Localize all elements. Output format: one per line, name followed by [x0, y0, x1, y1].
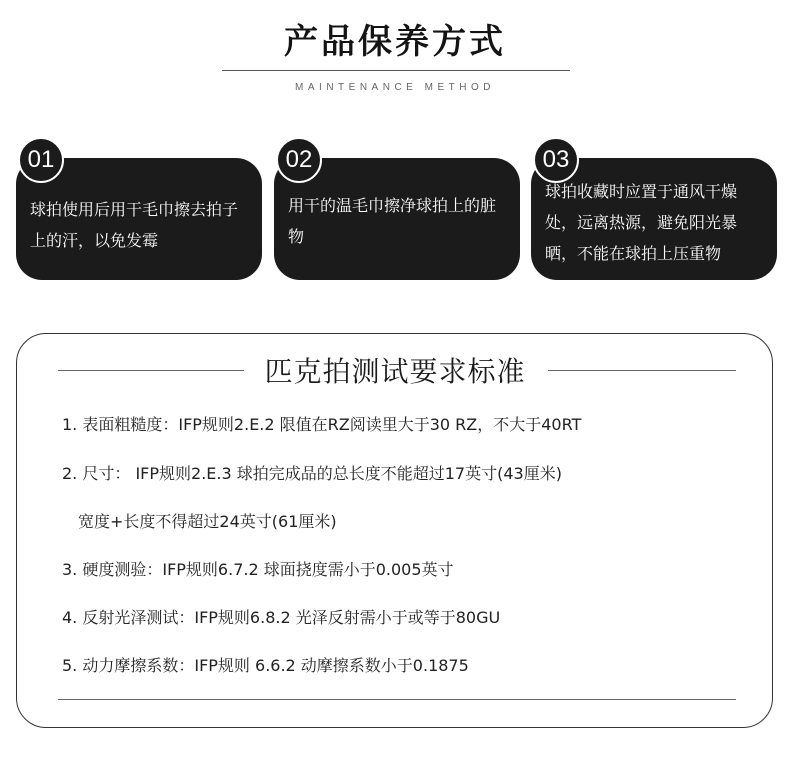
standard-item-5: 5. 动力摩擦系数：IFP规则 6.6.2 动摩擦系数小于0.1875 — [62, 656, 469, 675]
card-text: 球拍使用后用干毛巾擦去拍子上的汗，以免发霉 — [30, 200, 239, 250]
title-divider — [222, 70, 570, 71]
step-number-badge: 01 — [18, 137, 64, 183]
maintenance-card-2 — [274, 146, 520, 280]
standard-item-2-continued: 宽度+长度不得超过24英寸(61厘米) — [78, 512, 337, 531]
card-text: 球拍收藏时应置于通风干燥处，远离热源，避免阳光暴晒，不能在球拍上压重物 — [545, 182, 738, 263]
standard-item-4: 4. 反射光泽测试：IFP规则6.8.2 光泽反射需小于或等于80GU — [62, 608, 501, 627]
maintenance-card-1 — [16, 146, 262, 280]
maintenance-card-3 — [531, 146, 777, 280]
standard-item-1: 1. 表面粗糙度：IFP规则2.E.2 限值在RZ阅读里大于30 RZ，不大于40RT — [62, 415, 582, 434]
standard-item-3: 3. 硬度测验：IFP规则6.7.2 球面挠度需小于0.005英寸 — [62, 560, 454, 579]
step-number-badge: 03 — [533, 137, 579, 183]
page-subtitle: MAINTENANCE METHOD — [295, 82, 495, 93]
page-title: 产品保养方式 — [284, 22, 506, 62]
card-text: 用干的温毛巾擦净球拍上的脏物 — [288, 196, 497, 246]
standard-item-2: 2. 尺寸： IFP规则2.E.3 球拍完成品的总长度不能超过17英寸(43厘米) — [62, 464, 562, 483]
standards-title: 匹克拍测试要求标准 — [264, 355, 526, 388]
panel-bottom-rule — [58, 699, 736, 700]
step-number-badge: 02 — [276, 137, 322, 183]
